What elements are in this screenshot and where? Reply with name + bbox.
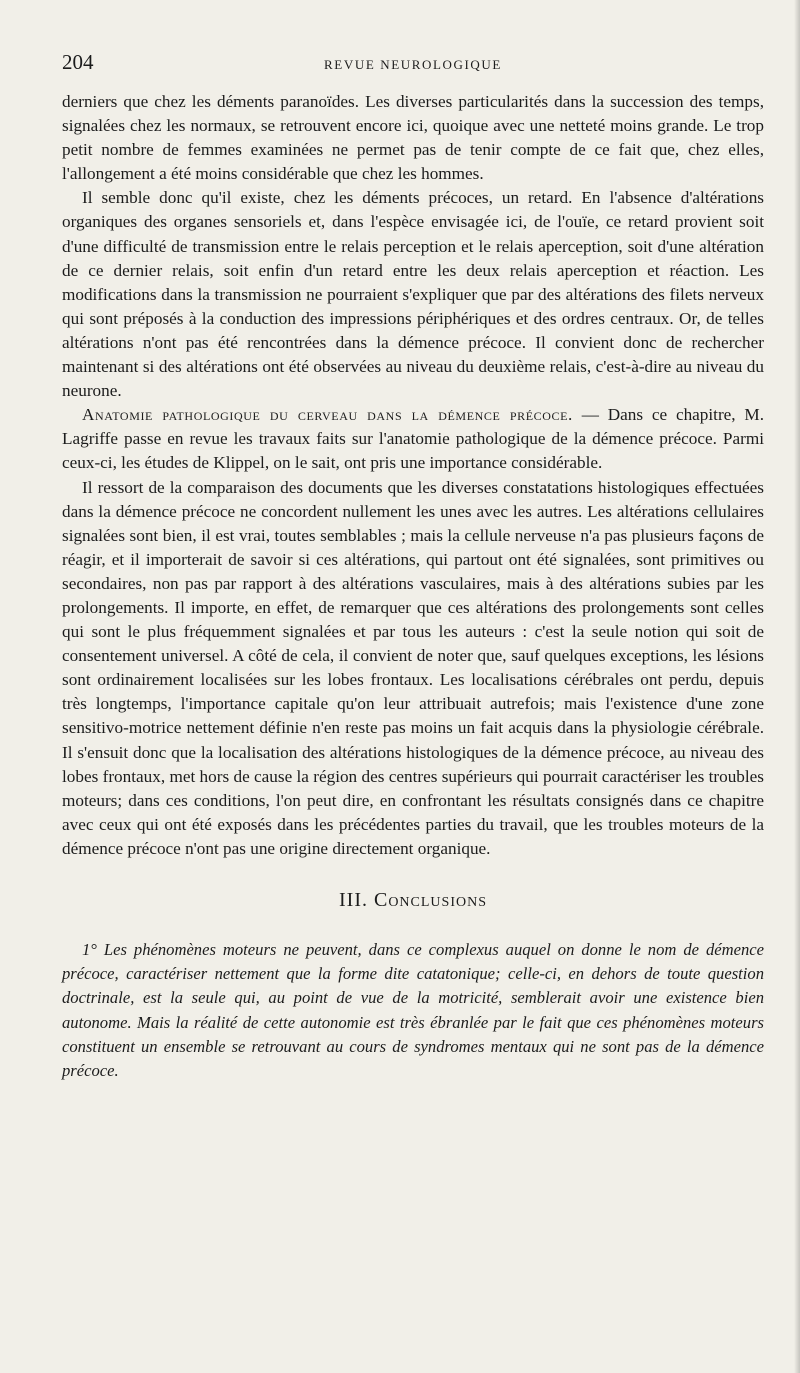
section-numeral: III. xyxy=(339,889,368,911)
paragraph-retard: Il semble donc qu'il existe, chez les déments précoces, un retard. En l'absence d'altérations organiques des organes sensoriels et, dans l'espèce envisagée ici, de l'ouïe, ce retard provient soit d'une difficulté de transmission entre le relais perception et le relais aperception, soit d'une altération de ce dernier relais, soit enfin d'un retard entre les deux relais aperception et réaction. Les modifications dans la transmission ne pourraient s'expliquer que par des altérations des filets nerveux qui sont préposés à la conduction des impressions périphériques et des ordres centraux. Or, de telles altérations n'ont pas été rencontrées dans la démence précoce. Il convient donc de rechercher maintenant si des altérations ont été observées au niveau du deuxième relais, c'est-à-dire au niveau du neurone. xyxy=(62,188,764,401)
page-number: 204 xyxy=(62,50,94,74)
article-body xyxy=(62,90,764,861)
paragraph-continuation: derniers que chez les déments paranoïdes. Les diverses particularités dans la succession des temps, signalées chez les normaux, se retrouvent encore ici, quoique avec une netteté moins grande. Le trop petit nombre de femmes examinées ne permet pas de tenir compte de ce fait que, chez elles, l'allongement a été moins considérable que chez les hommes. xyxy=(62,92,764,184)
journal-title: REVUE NEUROLOGIQUE xyxy=(324,57,502,72)
section-title: Conclusions xyxy=(373,889,487,911)
paragraph-anatomie-body: — Dans ce chapitre, M. Lagriffe passe en revue les travaux faits sur l'anatomie pathologique de la démence précoce. Parmi ceux-ci, les études de Klippel, on le sait, ont pris une importance considérable. xyxy=(62,405,764,473)
paragraph-histologie: Il ressort de la comparaison des documents que les diverses constatations histologiques effectuées dans la démence précoce ne concordent nullement les unes avec les autres. Les altérations cellulaires signalées sont bien, il est vrai, toutes semblables ; mais la cellule nerveuse n'a pas plusieurs façons de réagir, et il importerait de savoir si ces altérations, qui partout ont été signalées, sont primitives ou secondaires, non pas par rapport à des altérations vasculaires, mais à des altérations subies par les prolongements. Il importe, en effet, de remarquer que ces altérations des prolongements sont celles qui sont le plus fréquemment signalées et par tous les auteurs : c'est la seule notion qui soit de consentement universel. A côté de cela, il convient de noter que, sauf quelques exceptions, les lésions sont ordinairement localisées sur les lobes frontaux. Les localisations cérébrales ont perdu, depuis très longtemps, l'importance capitale qu'on leur attribuait autrefois; mais l'existence d'une zone sensitivo-motrice nettement définie n'en reste pas moins un fait acquis dans la physiologie cérébrale. Il s'ensuit donc que la localisation des altérations histologiques de la démence précoce, au niveau des lobes frontaux, met hors de cause la région des centres supérieurs qui pourrait caractériser les troubles moteurs; dans ces conditions, l'on peut dire, en confrontant les résultats consignés dans ce chapitre avec ceux qui ont été exposés dans les précédentes parties du travail, que les troubles moteurs de la démence précoce n'ont pas une origine directement organique. xyxy=(62,477,764,858)
run-in-heading: Anatomie pathologique du cerveau dans la démence précoce. xyxy=(82,405,573,425)
conclusion-item-1: 1° Les phénomènes moteurs ne peuvent, dans ce complexus auquel on donne le nom de démence précoce, caractériser nettement que la forme dite catatonique; celle-ci, en dehors de toute question doctrinale, est la seule qui, au point de vue de la motricité, semblerait avoir une existence bien autonome. Mais la réalité de cette autonomie est très ébranlée par le fait que ces phénomènes moteurs constituent un ensemble se retrouvant au cours de syndromes mentaux qui ne sont pas de la démence précoce. xyxy=(62,940,764,1081)
running-head xyxy=(62,50,764,80)
page-edge-shadow xyxy=(794,0,800,1373)
section-heading xyxy=(62,889,764,912)
paragraph-anatomie xyxy=(62,403,764,475)
